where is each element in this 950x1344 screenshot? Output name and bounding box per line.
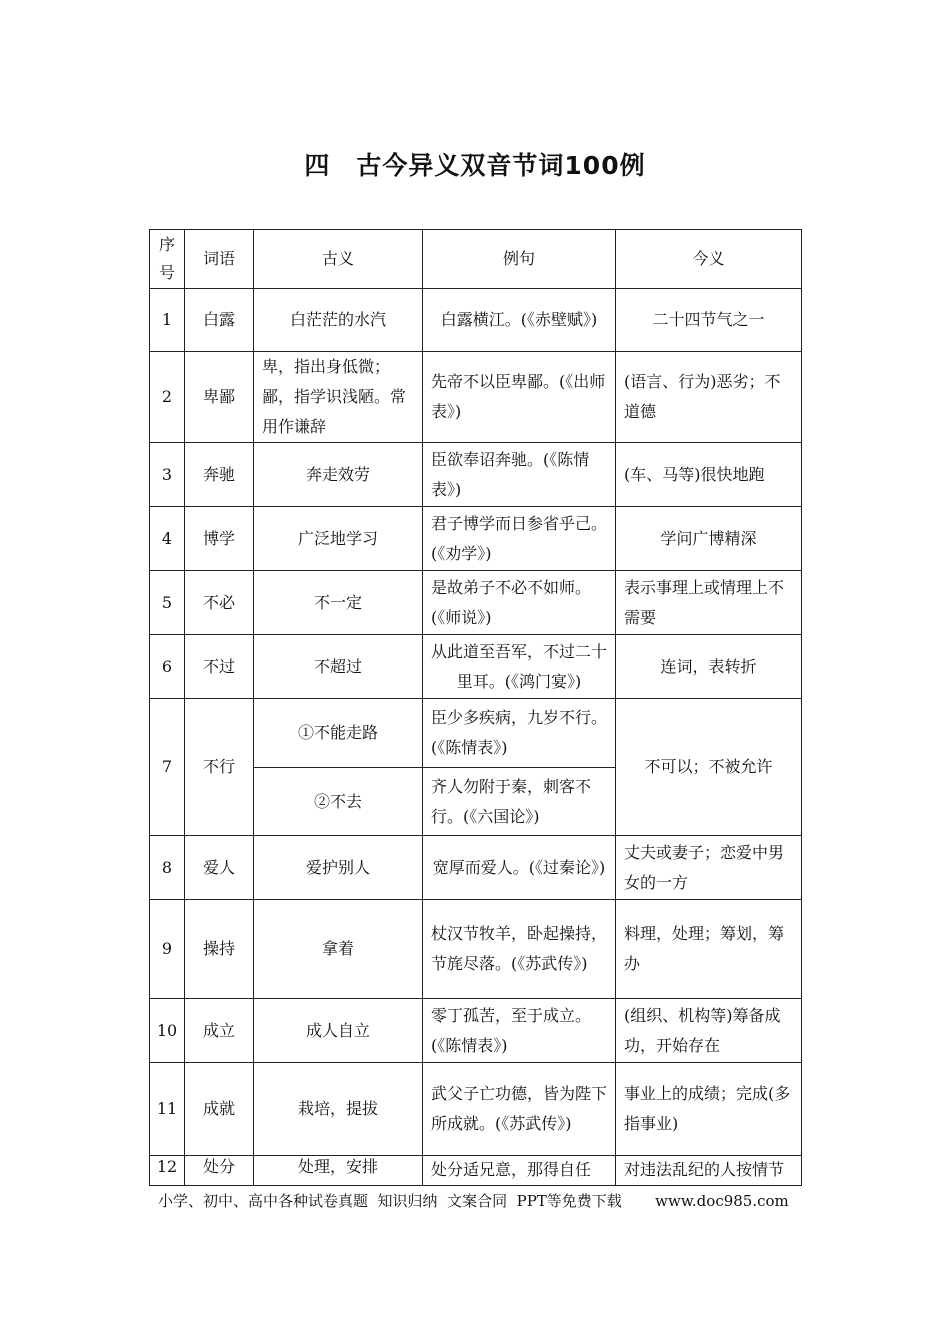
row-modern: 二十四节气之一 — [616, 289, 802, 352]
row-word: 奔驰 — [185, 443, 254, 507]
row-old: 栽培，提拔 — [254, 1063, 423, 1156]
row-example: 武父子亡功德，皆为陛下所成就。(《苏武传》) — [423, 1063, 616, 1156]
table-row — [150, 507, 802, 571]
row-no: 5 — [150, 571, 185, 635]
row-word: 不行 — [185, 699, 254, 836]
row-old — [254, 1156, 423, 1186]
header-row — [150, 230, 802, 289]
row-old: ②不去 — [254, 768, 423, 836]
table-row — [150, 699, 802, 768]
table-row — [150, 1063, 802, 1156]
table-row — [150, 289, 802, 352]
page-title: 四 古今异义双音节词100例 — [304, 151, 646, 180]
row-example: 臣欲奉诏奔驰。(《陈情表》) — [423, 443, 616, 507]
row-modern: (组织、机构等)筹备成功，开始存在 — [616, 999, 802, 1063]
table-row — [150, 635, 802, 699]
header-modern: 今义 — [616, 230, 802, 289]
row-example-text: 处分适兄意，那得自任 — [431, 1160, 592, 1179]
row-word-text: 处分 — [202, 1157, 235, 1176]
row-example: 君子博学而日参省乎己。(《劝学》) — [423, 507, 616, 571]
table-row — [150, 352, 802, 443]
row-example: 齐人勿附于秦，刺客不行。(《六国论》) — [423, 768, 616, 836]
row-modern: 事业上的成绩；完成(多指事业) — [616, 1063, 802, 1156]
row-modern: 学问广博精深 — [616, 507, 802, 571]
header-no: 序号 — [150, 230, 185, 289]
row-old: 白茫茫的水汽 — [254, 289, 423, 352]
header-old: 古义 — [254, 230, 423, 289]
table-row — [150, 900, 802, 999]
row-word: 成就 — [185, 1063, 254, 1156]
row-example: 宽厚而爱人。(《过秦论》) — [423, 836, 616, 900]
row-example — [423, 1156, 616, 1186]
row-no — [150, 1156, 185, 1186]
row-example: 臣少多疾病，九岁不行。(《陈情表》) — [423, 699, 616, 768]
row-no: 1 — [150, 289, 185, 352]
row-modern-text: 对违法乱纪的人按情节 — [624, 1160, 785, 1179]
row-no: 2 — [150, 352, 185, 443]
row-no: 4 — [150, 507, 185, 571]
row-word: 白露 — [185, 289, 254, 352]
row-example: 零丁孤苦，至于成立。(《陈情表》) — [423, 999, 616, 1063]
row-no: 8 — [150, 836, 185, 900]
row-no: 3 — [150, 443, 185, 507]
row-word: 操持 — [185, 900, 254, 999]
row-modern: 连词，表转折 — [616, 635, 802, 699]
row-word: 不过 — [185, 635, 254, 699]
table-row — [150, 1156, 802, 1186]
word-table — [149, 229, 802, 1186]
row-old: ①不能走路 — [254, 699, 423, 768]
header-example: 例句 — [423, 230, 616, 289]
table-row — [150, 999, 802, 1063]
row-example: 杖汉节牧羊，卧起操持，节旄尽落。(《苏武传》) — [423, 900, 616, 999]
row-modern — [616, 1156, 802, 1186]
row-example: 从此道至吾军，不过二十里耳。(《鸿门宴》) — [423, 635, 616, 699]
row-word: 卑鄙 — [185, 352, 254, 443]
row-modern: 表示事理上或情理上不需要 — [616, 571, 802, 635]
row-modern: 不可以；不被允许 — [616, 699, 802, 836]
row-no: 11 — [150, 1063, 185, 1156]
row-word: 爱人 — [185, 836, 254, 900]
table-row — [150, 571, 802, 635]
row-old: 成人自立 — [254, 999, 423, 1063]
row-old: 爱护别人 — [254, 836, 423, 900]
row-example: 先帝不以臣卑鄙。(《出师表》) — [423, 352, 616, 443]
row-modern: 料理，处理；筹划，筹办 — [616, 900, 802, 999]
row-no-text: 12 — [156, 1157, 178, 1176]
row-old: 拿着 — [254, 900, 423, 999]
row-old-text: 处理，安排 — [297, 1157, 378, 1176]
footer-text: 小学、初中、高中各种试卷真题 知识归纳 文案合同 PPT等免费下载 www.doc985.com — [158, 1192, 789, 1210]
row-no: 6 — [150, 635, 185, 699]
row-word: 成立 — [185, 999, 254, 1063]
row-old: 卑，指出身低微；鄙，指学识浅陋。常用作谦辞 — [254, 352, 423, 443]
row-modern: 丈夫或妻子；恋爱中男女的一方 — [616, 836, 802, 900]
row-word — [185, 1156, 254, 1186]
row-word: 博学 — [185, 507, 254, 571]
row-old: 广泛地学习 — [254, 507, 423, 571]
row-old: 奔走效劳 — [254, 443, 423, 507]
row-modern: (语言、行为)恶劣；不道德 — [616, 352, 802, 443]
table-row — [150, 836, 802, 900]
table-row — [150, 443, 802, 507]
row-old: 不超过 — [254, 635, 423, 699]
row-no: 9 — [150, 900, 185, 999]
row-no: 7 — [150, 699, 185, 836]
row-no: 10 — [150, 999, 185, 1063]
row-modern: (车、马等)很快地跑 — [616, 443, 802, 507]
header-word: 词语 — [185, 230, 254, 289]
row-old: 不一定 — [254, 571, 423, 635]
row-word: 不必 — [185, 571, 254, 635]
row-example: 白露横江。(《赤壁赋》) — [423, 289, 616, 352]
row-example: 是故弟子不必不如师。(《师说》) — [423, 571, 616, 635]
